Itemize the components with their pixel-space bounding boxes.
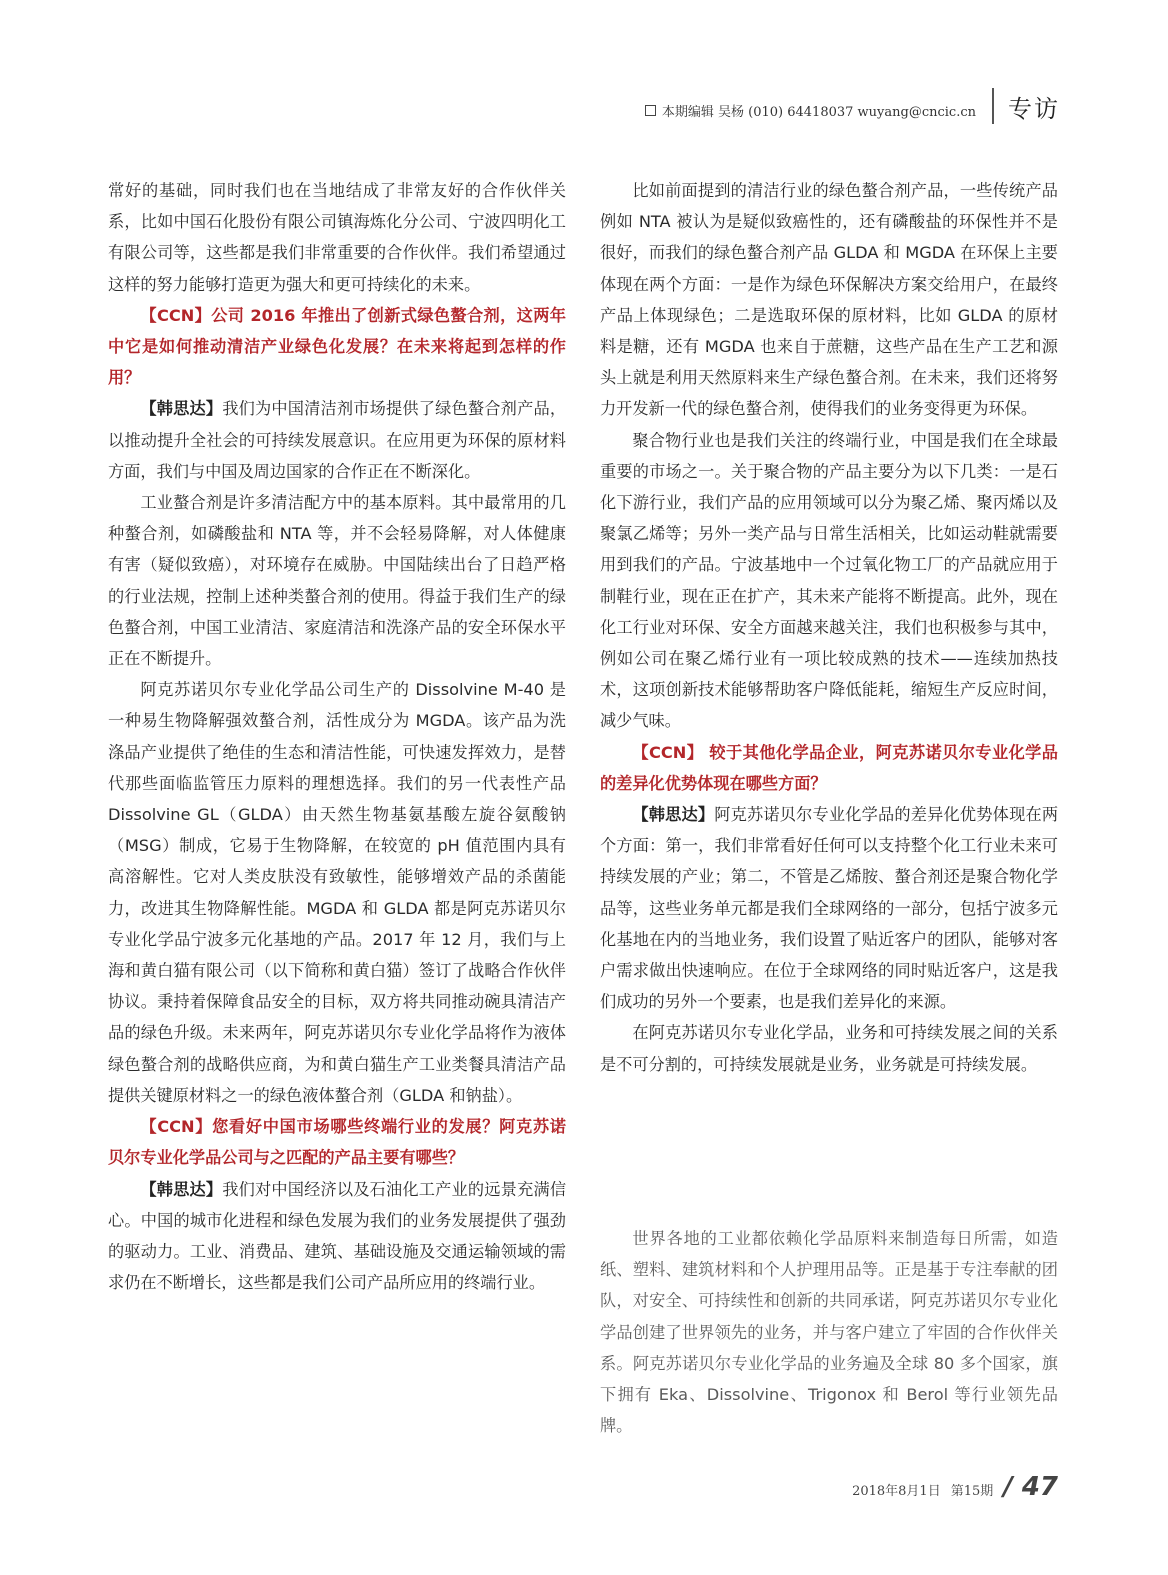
page-number-value: 47: [1021, 1472, 1058, 1502]
speaker-label: 【韩思达】: [140, 1179, 223, 1199]
issue-date: 2018年8月1日: [852, 1484, 941, 1499]
header-divider: [992, 88, 994, 124]
body-paragraph: 比如前面提到的清洁行业的绿色螯合剂产品，一些传统产品例如 NTA 被认为是疑似致癌性的，还有磷酸盐的环保性并不是很好，而我们的绿色螯合剂产品 GLDA 和 MGDA 在环保上主要体现在两个方面：一是作为绿色环保解决方案交给用户，在最终产品上体现绿色；二是选取环保的原材料，比如 GLDA 的原材料是糖，还有 MGDA 也来自于蔗糖，这些产品在生产工艺和源头上就是利用天然原料来生产绿色螯合剂。在未来，我们还将努力开发新一代的绿色螯合剂，使得我们的业务变得更为环保。: [600, 181, 1058, 419]
body-paragraph: 工业螯合剂是许多清洁配方中的基本原料。其中最常用的几种螯合剂，如磷酸盐和 NTA 等，并不会轻易降解，对人体健康有害（疑似致癌），对环境存在威胁。中国陆续出台了日趋严格的行业法规，控制上述种类螯合剂的使用。得益于我们生产的绿色螯合剂，中国工业清洁、家庭清洁和洗涤产品的安全环保水平正在不断提升。: [108, 493, 566, 669]
body-paragraph: 阿克苏诺贝尔专业化学品公司生产的 Dissolvine M-40 是一种易生物降解强效螯合剂，活性成分为 MGDA。该产品为洗涤品产业提供了绝佳的生态和清洁性能，可快速发挥效力，是替代那些面临监管压力原料的理想选择。我们的另一代表性产品 Dissolvine GL（GLDA）由天然生物基氨基酸左旋谷氨酸钠（MSG）制成，它易于生物降解，在较宽的 pH 值范围内具有高溶解性。它对人类皮肤没有致敏性，能够增效产品的杀菌能力，改进其生物降解性能。MGDA 和 GLDA 都是阿克苏诺贝尔专业化学品宁波多元化基地的产品。2017 年 12 月，我们与上海和黄白猫有限公司（以下简称和黄白猫）签订了战略合作伙伴协议。秉持着保障食品安全的目标，双方将共同推动碗具清洁产品的绿色升级。未来两年，阿克苏诺贝尔专业化学品将作为液体绿色螯合剂的战略供应商，为和黄白猫生产工业类餐具清洁产品提供关键原材料之一的绿色液体螯合剂（GLDA 和钠盐）。: [108, 680, 566, 1105]
body-paragraph: 聚合物行业也是我们关注的终端行业，中国是我们在全球最重要的市场之一。关于聚合物的产品主要分为以下几类：一是石化下游行业，我们产品的应用领域可以分为聚乙烯、聚丙烯以及聚氯乙烯等；另外一类产品与日常生活相关，比如运动鞋就需要用到我们的产品。宁波基地中一个过氧化物工厂的产品就应用于制鞋行业，现在正在扩产，其未来产能将不断提高。此外，现在化工行业对环保、安全方面越来越关注，我们也积极参与其中，例如公司在聚乙烯行业有一项比较成熟的技术——连续加热技术，这项创新技术能够帮助客户降低能耗，缩短生产反应时间，减少气味。: [600, 430, 1058, 731]
interview-answer: [600, 799, 1058, 1017]
page-header: [645, 86, 1060, 126]
company-about-box: 世界各地的工业都依赖化学品原料来制造每日所需，如造纸、塑料、建筑材料和个人护理用品等。正是基于专注奉献的团队，对安全、可持续性和创新的共同承诺，阿克苏诺贝尔专业化学品创建了世界领先的业务，并与客户建立了牢固的合作伙伴关系。阿克苏诺贝尔专业化学品的业务遍及全球 80 多个国家，旗下拥有 Eka、Dissolvine、Trigonox 和 Berol 等行业领先品牌。: [600, 1229, 1058, 1436]
interview-question: 【CCN】 较于其他化学品企业，阿克苏诺贝尔专业化学品的差异化优势体现在哪些方面？: [600, 742, 1058, 793]
left-column: [108, 175, 566, 1298]
square-icon: [645, 105, 656, 116]
interview-question: 【CCN】您看好中国市场哪些终端行业的发展？阿克苏诺贝尔专业化学品公司与之匹配的产品主要有哪些？: [108, 1117, 566, 1168]
issue-number: 第15期: [950, 1484, 994, 1499]
page-footer: [852, 1472, 1058, 1502]
answer-text: 阿克苏诺贝尔专业化学品的差异化优势体现在两个方面：第一，我们非常看好任何可以支持整个化工行业未来可持续发展的产业；第二，不管是乙烯胺、螯合剂还是聚合物化学品等，这些业务单元都是我们全球网络的一部分，包括宁波多元化基地在内的当地业务，我们设置了贴近客户的团队，能够对客户需求做出快速响应。在位于全球网络的同时贴近客户，这是我们成功的另外一个要素，也是我们差异化的来源。: [600, 805, 1059, 1012]
interview-answer: [108, 393, 566, 487]
body-paragraph: 常好的基础，同时我们也在当地结成了非常友好的合作伙伴关系，比如中国石化股份有限公司镇海炼化分公司、宁波四明化工有限公司等，这些都是我们非常重要的合作伙伴。我们希望通过这样的努力能够打造更为强大和更可持续化的未来。: [108, 181, 566, 294]
right-column: [600, 175, 1058, 1080]
editor-line-text: 本期编辑 吴杨 (010) 64418037 wuyang@cncic.cn: [661, 104, 976, 120]
answer-text: 我们为中国清洁剂市场提供了绿色螯合剂产品，以推动提升全社会的可持续发展意识。在应用更为环保的原材料方面，我们与中国及周边国家的合作正在不断深化。: [108, 399, 567, 481]
interview-answer: [108, 1174, 566, 1299]
answer-text: 我们对中国经济以及石油化工产业的远景充满信心。中国的城市化进程和绿色发展为我们的业务发展提供了强劲的驱动力。工业、消费品、建筑、基础设施及交通运输领域的需求仍在不断增长，这些都是我们公司产品所应用的终端行业。: [108, 1179, 567, 1293]
section-title: 专访: [1008, 94, 1060, 123]
body-paragraph: 在阿克苏诺贝尔专业化学品，业务和可持续发展之间的关系是不可分割的，可持续发展就是业务，业务就是可持续发展。: [600, 1023, 1058, 1074]
page-number: / 47: [1003, 1472, 1058, 1502]
speaker-label: 【韩思达】: [140, 399, 223, 419]
editor-info: [645, 101, 976, 120]
speaker-label: 【韩思达】: [632, 805, 715, 825]
interview-question: 【CCN】公司 2016 年推出了创新式绿色螯合剂，这两年中它是如何推动清洁产业绿色化发展？在未来将起到怎样的作用？: [108, 305, 566, 388]
